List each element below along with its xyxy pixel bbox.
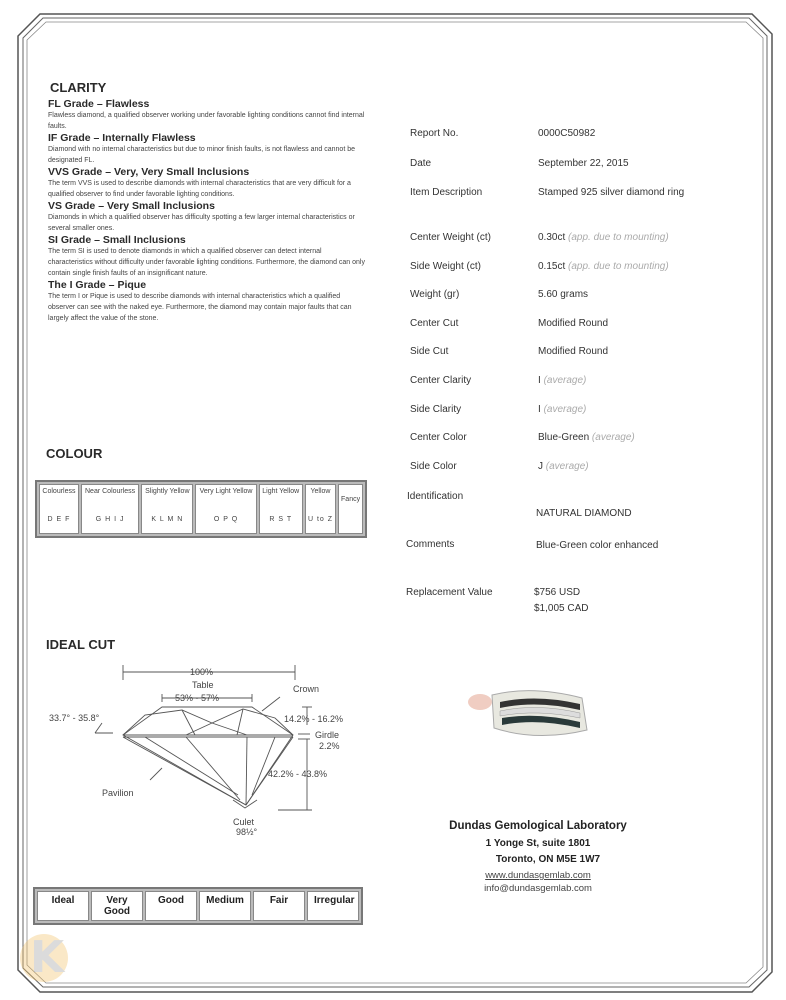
report-value: September 22, 2015 <box>538 158 629 169</box>
crown-label: Crown <box>293 684 320 694</box>
ring-photo <box>462 680 602 750</box>
ideal-cut-diagram <box>40 655 370 840</box>
girdle-value-label: 2.2% <box>319 741 340 751</box>
colour-grade-letters: O P Q <box>213 516 239 523</box>
report-note: (average) <box>543 375 587 386</box>
culet-label: Culet <box>233 817 255 827</box>
cut-grade-label: Fair <box>269 895 289 906</box>
cut-grade-label: Irregular <box>314 895 355 906</box>
colour-grade-cell <box>305 484 336 534</box>
grade-heading: VVS Grade – Very, Very Small Inclusions <box>48 166 250 178</box>
colour-grade-name: Slightly Yellow <box>145 488 190 495</box>
clarity-title: CLARITY <box>50 80 107 95</box>
cut-grade-label: Very Good <box>103 895 131 917</box>
colour-grade-letters: D E F <box>47 516 71 523</box>
colour-scale-table <box>35 480 367 538</box>
comments-value: Blue-Green color enhanced <box>536 540 659 551</box>
watermark-logo: K <box>12 928 112 996</box>
report-label: Report No. <box>410 128 459 139</box>
colour-grade-name: Very Light Yellow <box>199 488 253 495</box>
grade-description: The term SI is used to denote diamonds in which a qualified observer can detect internal characteristics without difficulty under favorable lighting conditions. Furthermore, the diamond can only contain single finish faults of an insignificant nature. <box>48 248 365 277</box>
cut-grade-cell <box>37 891 89 921</box>
report-value: Stamped 925 silver diamond ring <box>538 187 685 198</box>
identification-value: NATURAL DIAMOND <box>536 508 632 519</box>
report-label: Side Clarity <box>410 404 462 415</box>
colour-grade-cell <box>259 484 303 534</box>
cut-grade-cell <box>145 891 197 921</box>
report-note: (average) <box>543 404 587 415</box>
report-label: Center Clarity <box>410 375 472 386</box>
comments-label: Comments <box>406 539 455 550</box>
crown-height-label: 14.2% - 16.2% <box>284 714 344 724</box>
colour-grade-name: Near Colourless <box>85 488 136 495</box>
report-label: Date <box>410 158 432 169</box>
colour-grade-letters: R S T <box>269 516 293 523</box>
grade-description: Flawless diamond, a qualified observer working under favorable lighting conditions cannot find internal faults. <box>48 112 365 130</box>
report-value: 0.15ct <box>538 261 566 272</box>
clarity-grades <box>48 98 378 324</box>
colour-grade-name: Colourless <box>42 488 76 495</box>
culet-angle-label: 98½° <box>236 827 258 837</box>
report-label: Side Weight (ct) <box>410 261 481 272</box>
crown-angle-label: 33.7° - 35.8° <box>49 713 100 723</box>
colour-grade-name: Yellow <box>310 488 331 495</box>
colour-grade-cell <box>141 484 193 534</box>
lab-website-link[interactable]: www.dundasgemlab.com <box>485 870 591 881</box>
lab-email[interactable]: info@dundasgemlab.com <box>484 883 592 894</box>
report-value: 0000C50982 <box>538 128 596 139</box>
report-label: Side Cut <box>410 346 449 357</box>
pavilion-depth-label: 42.2% - 43.8% <box>268 769 328 779</box>
cut-grade-table <box>33 887 363 925</box>
colour-title: COLOUR <box>46 446 103 461</box>
colour-grade-name: Fancy <box>341 496 361 503</box>
report-label: Weight (gr) <box>410 289 460 300</box>
table-percentage-label: 53% - 57% <box>175 693 220 703</box>
report-label: Center Cut <box>410 318 459 329</box>
cut-grade-cell <box>307 891 359 921</box>
grade-description: The term I or Pique is used to describe diamonds with internal characteristics which a qualified observer can see with the naked eye. Furthermore, the diamond may contain major faults that can largely affect the value of the stone. <box>48 293 352 322</box>
lab-address-line2: Toronto, ON M5E 1W7 <box>495 854 601 865</box>
colour-grade-cell <box>338 484 363 534</box>
grade-heading: SI Grade – Small Inclusions <box>48 234 186 246</box>
lab-name: Dundas Gemological Laboratory <box>449 820 627 832</box>
colour-grade-letters: U to Z <box>307 516 333 523</box>
report-value: Modified Round <box>538 346 609 357</box>
report-label: Center Color <box>410 432 467 443</box>
report-value: I <box>538 404 541 415</box>
replacement-value-label: Replacement Value <box>406 587 493 598</box>
report-value: Blue-Green <box>538 432 590 443</box>
replacement-usd: $756 USD <box>534 587 581 598</box>
colour-grade-cell <box>195 484 256 534</box>
colour-grade-name: Light Yellow <box>262 488 300 495</box>
grade-description: Diamonds in which a qualified observer has difficulty spotting a few larger internal characteristics or several smaller ones. <box>48 214 355 232</box>
replacement-cad: $1,005 CAD <box>534 603 589 614</box>
grade-heading: FL Grade – Flawless <box>48 98 150 110</box>
grade-heading: The I Grade – Pique <box>48 279 147 291</box>
girdle-label: Girdle <box>315 730 340 740</box>
report-value: 5.60 grams <box>538 289 589 300</box>
table-title-label: Table <box>192 680 214 690</box>
cut-grade-label: Medium <box>206 895 244 906</box>
cut-grade-label: Ideal <box>51 895 75 906</box>
cut-grade-label: Good <box>157 895 185 906</box>
colour-grade-cell <box>81 484 139 534</box>
lab-address-line1: 1 Yonge St, suite 1801 <box>485 838 591 849</box>
colour-grade-letters: K L M N <box>151 516 184 523</box>
grade-description: The term VVS is used to describe diamonds with internal characteristics that are very difficult for a qualified observer to find under favorable lighting conditions. <box>48 180 351 198</box>
report-note: (average) <box>591 432 635 443</box>
cut-grade-cell <box>91 891 143 921</box>
report-note: (average) <box>545 461 589 472</box>
report-value: I <box>538 375 541 386</box>
report-value: Modified Round <box>538 318 609 329</box>
colour-grade-letters: G H I J <box>95 516 125 523</box>
identification-label: Identification <box>407 491 464 502</box>
report-label: Item Description <box>410 187 483 198</box>
report-value: J <box>538 461 543 472</box>
ideal-cut-title: IDEAL CUT <box>46 637 116 652</box>
colour-grade-cell <box>39 484 79 534</box>
cut-grade-cell <box>199 891 251 921</box>
cut-grade-cell <box>253 891 305 921</box>
grade-heading: IF Grade – Internally Flawless <box>48 132 196 144</box>
lab-info <box>420 820 656 894</box>
report-value: 0.30ct <box>538 232 566 243</box>
width-label: 100% <box>190 667 214 677</box>
grade-heading: VS Grade – Very Small Inclusions <box>48 200 215 212</box>
report-label: Side Color <box>410 461 457 472</box>
report-label: Center Weight (ct) <box>410 232 491 243</box>
grade-description: Diamond with no internal characteristics but due to minor finish faults, is not flawless and cannot be designated FL. <box>48 146 355 164</box>
report-note: (app. due to mounting) <box>568 261 669 272</box>
report-note: (app. due to mounting) <box>568 232 669 243</box>
pavilion-label: Pavilion <box>102 788 134 798</box>
